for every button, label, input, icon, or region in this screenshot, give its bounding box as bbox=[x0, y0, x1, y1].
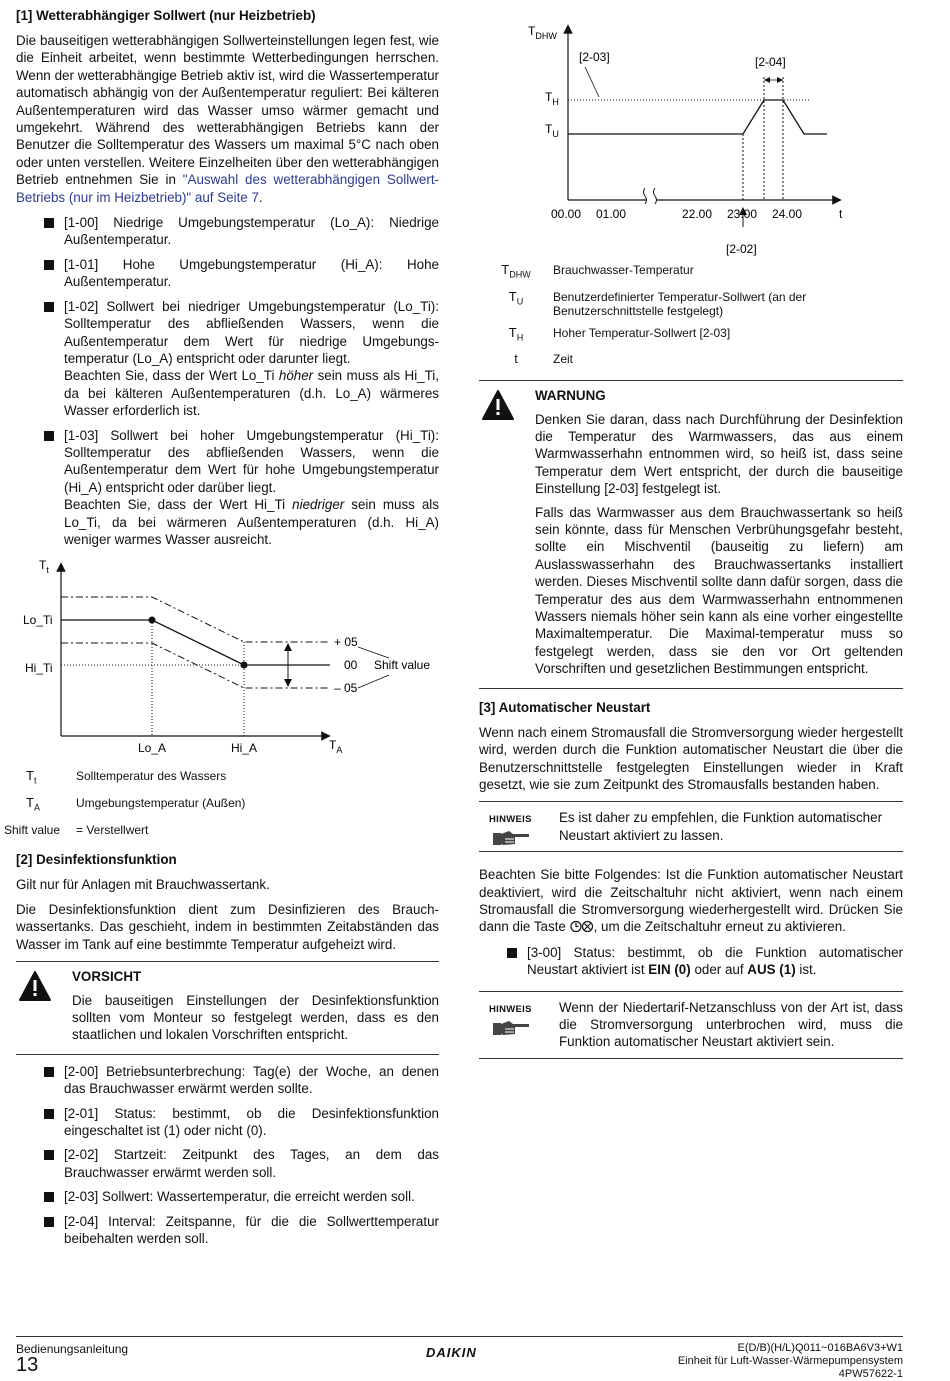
warning-box bbox=[479, 380, 903, 689]
model-code: E(D/B)(H/L)Q011~016BA6V3+W1 bbox=[737, 1342, 903, 1354]
list-item: [2-01] Status: bestimmt, ob die Desinfektionsfunktion eingeschaltet ist (1) oder nicht (0). bbox=[16, 1105, 439, 1140]
plus-05-label: + 05 bbox=[334, 635, 358, 650]
list-item: [3-00] Status: bestimmt, ob die Funktion automatischer Neustart aktiviert ist EIN (0) oder auf AUS (1) ist. bbox=[479, 944, 903, 979]
warning-text: Denken Sie daran, dass nach Durchführung der Desinfektion die Temperatur des Warmwassers, das aus einem Warmwasserhahn entnommen wird, so heiß ist, dass seine Temperatur dem Wert entspricht, der durch die bauseitige Einstellung [2-03] festgelegt ist. bbox=[535, 411, 903, 497]
warning-text: Falls das Warmwasser aus dem Brauchwassertank so heiß sein könnte, dass für Menschen Verbrühungsgefahr besteht, sollte ein Mischventil (bauseitig zu liefern) am Auslasswasserhahn des Brauchwassertanks installiert werden. Dieses Mischventil sollte dann dafür sorgen, dass die Temperatur des aus dem Warmwasserhahn entnommenen Wassers niemals höher sein kann als eine vorher eingestellte Maximaltemperatur. Die Maximal-temperatur muss so festgelegt werden, dass sie den vor Ort geltenden Vorschriften und gesetzlichen Bestimmungen entspricht. bbox=[535, 504, 903, 677]
tick-label: 01.00 bbox=[596, 207, 627, 221]
warning-triangle-icon bbox=[481, 389, 515, 421]
list-item: [2-02] Startzeit: Zeitpunkt des Tages, an dem das Brauchwasser erwärmt werden soll. bbox=[16, 1146, 439, 1181]
section2-paragraph: Die Desinfektionsfunktion dient zum Desinfizieren des Brauch-wassertanks. Das geschieht, indem in bestimmten Zeitabständen das Wasser im Tank auf eine bestimmte Temperatur aufgeheizt wird. bbox=[16, 901, 439, 952]
caution-text: Die bauseitigen Einstellungen der Desinfektionsfunktion sollten vom Monteur so festgelegt werden, dass es den staatlichen und lokalen Vorschriften entspricht. bbox=[72, 992, 439, 1043]
document-code: 4PW57622-1 bbox=[838, 1368, 903, 1380]
note-text: Es ist daher zu empfehlen, die Funktion automatischer Neustart aktiviert zu lassen. bbox=[559, 810, 883, 843]
right-column bbox=[479, 7, 903, 1073]
caution-box bbox=[16, 961, 439, 1055]
legend-text: Brauchwasser-Temperatur bbox=[553, 263, 694, 277]
section3-list bbox=[479, 944, 903, 979]
hi-a-label: Hi_A bbox=[231, 741, 258, 756]
temperature-line bbox=[568, 100, 827, 134]
note-box bbox=[479, 801, 903, 852]
legend-symbol: $T_U$ bbox=[508, 288, 524, 307]
legend-symbol: $T_{DHW}$ bbox=[501, 262, 531, 280]
th-label: $T_H$ bbox=[545, 90, 559, 107]
warning-triangle-icon bbox=[18, 970, 52, 1002]
hi-ti-label: Hi_Ti bbox=[25, 661, 53, 676]
system-name: Einheit für Luft-Wasser-Wärmepumpensystem bbox=[677, 1355, 903, 1367]
tick-label: 24.00 bbox=[772, 207, 803, 221]
legend-symbol: t bbox=[514, 351, 518, 367]
page-footer bbox=[16, 1336, 903, 1380]
t-axis-label: t bbox=[839, 207, 843, 221]
restart-paragraph: Beachten Sie bitte Folgendes: Ist die Funktion automatischer Neustart deaktiviert, wird die Zeitschaltuhr nicht aktiviert, wenn nach einem Stromausfall die Stromversorgung wiederhergestellt wird. Drücken Sie dann die Taste , um die Zeitschaltuhr erneut zu aktivieren. bbox=[479, 867, 903, 935]
code-2-03: [2-03] bbox=[579, 50, 610, 64]
section1-paragraph: Die bauseitigen wetterabhängigen Sollwerteinstellungen legen fest, wie die Einheit arbeitet, wenn bestimmte Wetterbedingungen herrschen. Wenn der wetterabhängige Betrieb aktiv ist, wird die Wassertemperatur automatisch abhängig von der Außentemperatur reguliert: Bei kälteren Außentemperaturen wird das Wasser umso wärmer gemacht und umgekehrt. Während des wetterabhängigen Betriebs kann der Benutzer die Solltemperatur des Wassers um maximal 5°C nach oben oder unten verstellen. Weitere Einzelheiten über den wetterabhängigen Betrieb entnehmen Sie in "Auswahl des wetterabhängigen Sollwert-Betriebs (nur im Heizbetrieb)" auf Seite 7. bbox=[16, 33, 439, 205]
pointing-hand-icon bbox=[491, 1018, 531, 1038]
list-item: [1-03] Sollwert bei hoher Umgebungstemperatur (Hi_Ti): Solltemperatur des abfließenden Wassers, wenn die Außentemperatur dem Wert für hohe Umgebungstemperatur (Hi_A) entspricht oder darüber liegt. Beachten Sie, dass der Wert Hi_Ti niedriger sein muss als Lo_Ti, da bei wärmeren Außentemperaturen (d.h. Hi_A) weniger warmes Wasser ausreicht. bbox=[16, 427, 439, 549]
list-item: [2-03] Sollwert: Wassertemperatur, die erreicht werden soll. bbox=[16, 1188, 439, 1205]
weather-dependent-diagram bbox=[0, 555, 431, 765]
y-axis-label: $T_{DHW}$ bbox=[528, 24, 557, 41]
x-axis-label: $T_A$ bbox=[329, 738, 343, 756]
legend-symbol: $T_H$ bbox=[508, 324, 524, 343]
section3-title: [3] Automatischer Neustart bbox=[479, 699, 651, 715]
legend-text: Solltemperatur des Wassers bbox=[76, 769, 227, 784]
warning-title: WARNUNG bbox=[535, 388, 606, 404]
section1-list bbox=[16, 214, 439, 548]
legend-symbol: Shift value bbox=[4, 822, 61, 837]
section2-title: [2] Desinfektionsfunktion bbox=[16, 851, 177, 867]
note-box bbox=[479, 991, 903, 1059]
legend-text: = Verstellwert bbox=[76, 822, 149, 837]
list-item: [1-02] Sollwert bei niedriger Umgebungstemperatur (Lo_Ti): Solltemperatur des abfließenden Wassers, wenn die Außentemperatur dem Wert für niedrige Umgebungs-temperatur (Lo_A) entspricht oder darunter liegt. Beachten Sie, dass der Wert Lo_Ti höher sein muss als Hi_Ti, da bei kälteren Außentemperaturen (d.h. Lo_A) wärmeres Wasser erforderlich ist. bbox=[16, 298, 439, 420]
page7-link[interactable]: "Auswahl des wetterabhängigen Sollwert-Betriebs (nur im Heizbetrieb)" auf Seite 7 bbox=[16, 172, 439, 205]
diagram2-legend bbox=[479, 263, 903, 366]
footer-right bbox=[678, 1342, 903, 1381]
note-text: Wenn der Niedertarif-Netzanschluss von der Art ist, dass die Stromversorgung unterbrochen wird, muss die Funktion automatischer Neustart aktiviert sein. bbox=[559, 999, 903, 1050]
caution-title: VORSICHT bbox=[72, 969, 142, 985]
shift-value-label: Shift value bbox=[374, 658, 431, 673]
tick-label: 00.00 bbox=[551, 207, 582, 221]
tick-label: 22.00 bbox=[682, 207, 713, 221]
tu-label: $T_U$ bbox=[545, 122, 559, 139]
list-item: [2-04] Interval: Zeitspanne, für die die Sollwerttemperatur beibehalten werden soll. bbox=[16, 1213, 439, 1248]
pointing-hand-icon bbox=[491, 828, 531, 848]
section1-title: [1] Wetterabhängiger Sollwert (nur Heizbetrieb) bbox=[16, 8, 316, 23]
legend-text: Zeit bbox=[553, 352, 574, 367]
disinfection-diagram bbox=[479, 7, 903, 257]
code-2-02: [2-02] bbox=[726, 242, 757, 256]
legend-text: Umgebungstemperatur (Außen) bbox=[76, 795, 246, 810]
legend-text: Hoher Temperatur-Sollwert [2-03] bbox=[553, 325, 731, 340]
tick-label: 23.00 bbox=[727, 207, 758, 221]
section2-paragraph: Gilt nur für Anlagen mit Brauchwassertank. bbox=[16, 876, 270, 892]
note-label: HINWEIS bbox=[489, 814, 532, 826]
manual-label: Bedienungsanleitung bbox=[16, 1342, 129, 1356]
legend-text: Benutzerdefinierter Temperatur-Sollwert (an der Benutzerschnittstelle festgelegt) bbox=[553, 289, 807, 318]
code-2-04: [2-04] bbox=[755, 55, 786, 69]
timer-button-icon bbox=[570, 920, 594, 933]
brand-logo: DAIKIN bbox=[426, 1345, 477, 1360]
list-item: [1-00] Niedrige Umgebungstemperatur (Lo_A): Niedrige Außentemperatur. bbox=[16, 214, 439, 249]
list-item: [1-01] Hohe Umgebungstemperatur (Hi_A): Hohe Außentemperatur. bbox=[16, 256, 439, 291]
note-label: HINWEIS bbox=[489, 1003, 532, 1015]
section2-list bbox=[16, 1063, 439, 1248]
list-item: [2-00] Betriebsunterbrechung: Tag(e) der Woche, an denen das Brauchwasser erwärmt werden sollte. bbox=[16, 1063, 439, 1098]
zero-label: 00 bbox=[344, 658, 358, 673]
left-column bbox=[4, 7, 439, 1254]
diagram1-legend bbox=[2, 769, 439, 836]
page-number: 13 bbox=[16, 1354, 39, 1376]
legend-symbol: $T_A$ bbox=[26, 794, 40, 813]
y-axis-label: $T_t$ bbox=[39, 558, 49, 576]
legend-symbol: $T_t$ bbox=[26, 768, 37, 786]
lo-a-label: Lo_A bbox=[138, 741, 167, 756]
section3-paragraph: Wenn nach einem Stromausfall die Stromversorgung wieder hergestellt wird, werden durch die Funktion automatischer Neustart die über die Benutzerschnittstelle festgelegten Einstellungen wieder in Kraft gesetzt, wie sie zum Zeitpunkt des Stromausfalls bestanden haben. bbox=[479, 724, 903, 792]
minus-05-label: – 05 bbox=[334, 681, 358, 696]
lo-ti-label: Lo_Ti bbox=[23, 613, 53, 628]
